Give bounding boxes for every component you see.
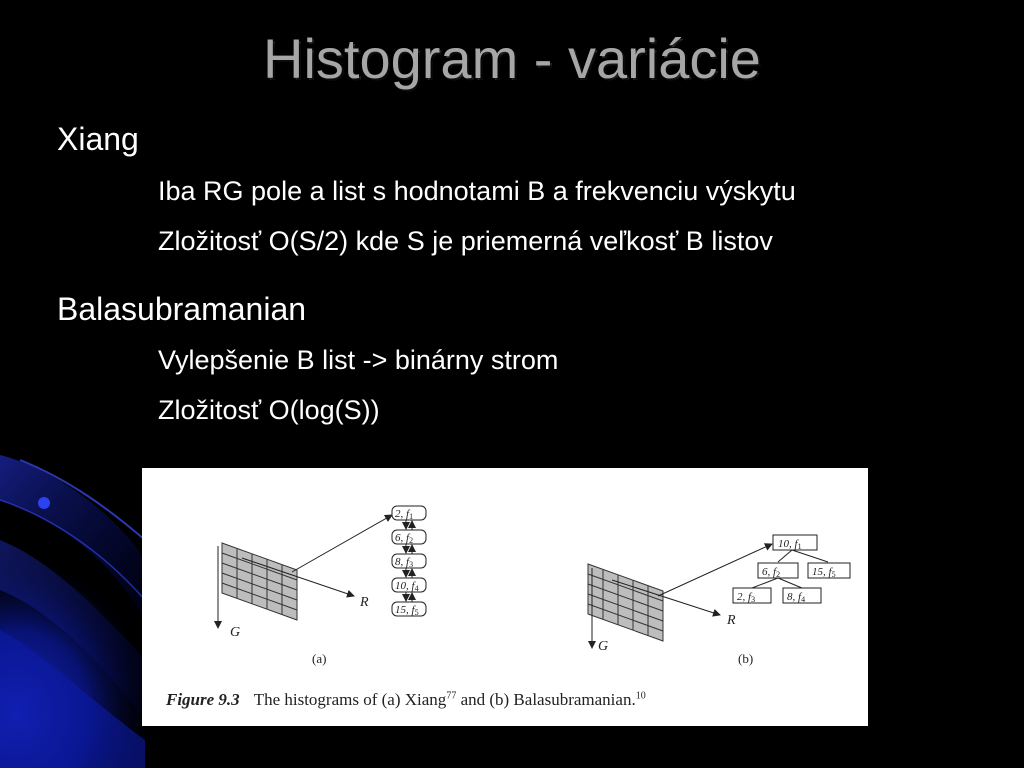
section-heading-balasubramanian: Balasubramanian: [57, 291, 307, 327]
axis-r-label-a: R: [360, 595, 369, 610]
pointer-arrow-a: [292, 515, 392, 572]
bullet-balasubramanian-1: Vylepšenie B list -> binárny strom: [158, 345, 559, 375]
panel-a: [218, 506, 426, 666]
axis-g-label-b: G: [598, 639, 609, 654]
list-item: [392, 554, 426, 569]
figure-caption-text-b: and (b) Balasubramanian.: [456, 690, 636, 709]
svg-text:2, f1: 2, f1: [395, 508, 414, 521]
figure-ref-b: 10: [635, 690, 646, 702]
svg-text:6, f2: 6, f2: [395, 532, 414, 545]
panel-a-label: (a): [312, 651, 327, 666]
svg-text:2, f3: 2, f3: [737, 591, 756, 604]
panel-b: [588, 535, 850, 666]
svg-text:10, f4: 10, f4: [395, 580, 419, 593]
axis-g-label-a: G: [230, 625, 241, 640]
bullet-xiang-2: Zložitosť O(S/2) kde S je priemerná veľkosť B listov: [158, 226, 773, 256]
rg-grid-a: [222, 543, 297, 620]
list-item: [392, 530, 426, 545]
svg-text:6, f2: 6, f2: [762, 566, 781, 579]
svg-text:15, f5: 15, f5: [812, 566, 836, 579]
axis-r-label-b: R: [727, 613, 736, 628]
svg-text:8, f3: 8, f3: [395, 556, 414, 569]
figure-ref-a: 77: [446, 690, 457, 702]
histogram-figure: [142, 468, 868, 726]
slide-title: Histogram - variácie: [263, 27, 761, 90]
bullet-xiang-1: Iba RG pole a list s hodnotami B a frekvenciu výskytu: [158, 176, 796, 206]
histogram-diagram: [142, 468, 868, 726]
rg-grid-b: [588, 564, 663, 641]
b-list-a: [392, 506, 426, 617]
tree-node-right: [808, 563, 850, 579]
tree-node-left-right: [783, 588, 821, 604]
figure-caption-label: Figure 9.3: [166, 690, 240, 709]
panel-b-label: (b): [738, 651, 754, 666]
list-item: [392, 578, 426, 593]
tree-node-root: [773, 535, 817, 551]
section-heading-xiang: Xiang: [57, 121, 139, 157]
svg-text:15, f5: 15, f5: [395, 604, 419, 617]
svg-text:10, f1: 10, f1: [778, 538, 802, 551]
figure-caption-text-a: The histograms of (a) Xiang: [253, 690, 447, 709]
list-item: [392, 506, 426, 521]
list-item: [392, 602, 426, 617]
tree-node-left-left: [733, 588, 771, 604]
binary-tree-b: [733, 535, 850, 604]
bullet-balasubramanian-2: Zložitosť O(log(S)): [158, 395, 380, 425]
tree-node-left: [758, 563, 798, 579]
figure-caption: [166, 690, 646, 710]
svg-text:8, f4: 8, f4: [787, 591, 806, 604]
